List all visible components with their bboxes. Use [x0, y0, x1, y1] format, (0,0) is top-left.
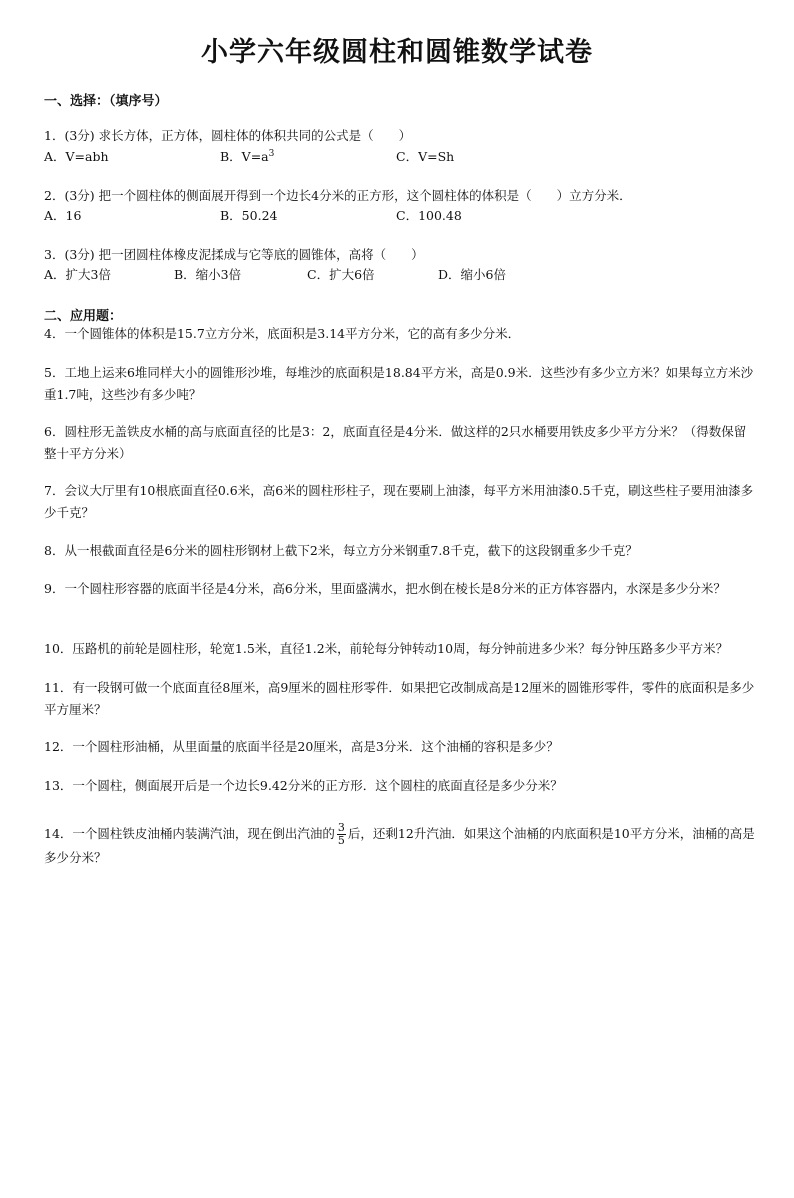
- question-3-options: [44, 265, 756, 285]
- question-12: 12．一个圆柱形油桶，从里面量的底面半径是20厘米，高是3分米．这个油桶的容积是多少？: [44, 739, 559, 754]
- question-9: 9．一个圆柱形容器的底面半径是4分米，高6分米，里面盛满水，把水倒在棱长是8分米的正方体容器内，水深是多少分米？: [44, 581, 726, 596]
- option-c: C．扩大6倍: [307, 267, 375, 282]
- question-11: 11．有一段钢可做一个底面直径8厘米，高9厘米的圆柱形零件．如果把它改制成高是12厘米的圆锥形零件，零件的底面积是多少平方厘米？: [44, 680, 755, 717]
- question-10: 10．压路机的前轮是圆柱形，轮宽1.5米，直径1.2米，前轮每分钟转动10周，每分钟前进多少米？每分钟压路多少平方米？: [44, 641, 729, 656]
- question-3: 3．(3分) 把一团圆柱体橡皮泥揉成与它等底的圆锥体，高将（ ）: [44, 247, 424, 262]
- question-7: 7．会议大厅里有10根底面直径0.6米，高6米的圆柱形柱子，现在要刷上油漆，每平方米用油漆0.5千克，刷这些柱子要用油漆多少千克？: [44, 483, 754, 520]
- question-14-text-start: 14．一个圆柱铁皮油桶内装满汽油，现在倒出汽油的: [44, 826, 335, 841]
- question-6: 6．圆柱形无盖铁皮水桶的高与底面直径的比是3：2，底面直径是4分米．做这样的2只水桶要用铁皮多少平方分米？（得数保留整十平方分米）: [44, 424, 747, 461]
- question-13: 13．一个圆柱，侧面展开后是一个边长9.42分米的正方形．这个圆柱的底面直径是多少分米？: [44, 778, 563, 793]
- option-a: A．扩大3倍: [44, 267, 111, 282]
- option-b: B．缩小3倍: [174, 267, 242, 282]
- fraction-numerator: 3: [337, 821, 345, 834]
- option-a: A．16: [44, 208, 82, 223]
- question-14: [44, 822, 756, 869]
- fraction-three-fifths: [337, 822, 346, 847]
- option-a: A．V=abh: [44, 149, 109, 164]
- question-8: 8．从一根截面直径是6分米的圆柱形钢材上截下2米，每立方分米钢重7.8千克，截下的这段钢重多少千克？: [44, 543, 638, 558]
- question-2-options: [44, 206, 756, 226]
- question-14-text-end: 后，还剩12升汽油．如果这个油桶的内底面积是10平方分米，油桶的高是多少分米？: [44, 826, 755, 865]
- option-b-text: B．V=a: [220, 149, 269, 164]
- option-b: B．50.24: [220, 208, 278, 223]
- section-heading-application: 二、应用题：: [44, 309, 123, 324]
- question-1-options: [44, 147, 756, 167]
- question-4: 4．一个圆锥体的体积是15.7立方分米，底面积是3.14平方分米，它的高有多少分米．: [44, 326, 521, 341]
- option-c: C．V=Sh: [396, 149, 455, 164]
- question-1: 1．(3分) 求长方体，正方体，圆柱体的体积共同的公式是（ ）: [44, 128, 412, 143]
- section-heading-choice: 一、选择：（填序号）: [44, 94, 168, 109]
- question-5: 5．工地上运来6堆同样大小的圆锥形沙堆，每堆沙的底面积是18.84平方米，高是0.9米．这些沙有多少立方米？如果每立方米沙重1.7吨，这些沙有多少吨？: [44, 365, 754, 402]
- page-title: 小学六年级圆柱和圆锥数学试卷: [201, 37, 593, 68]
- option-b-exponent: 3: [268, 148, 275, 159]
- option-d: D．缩小6倍: [438, 267, 506, 282]
- fraction-denominator: 5: [337, 834, 345, 847]
- option-b: [220, 147, 274, 165]
- question-2: 2．(3分) 把一个圆柱体的侧面展开得到一个边长4分米的正方形，这个圆柱体的体积是（ ）立方分米．: [44, 188, 632, 203]
- option-c: C．100.48: [396, 208, 462, 223]
